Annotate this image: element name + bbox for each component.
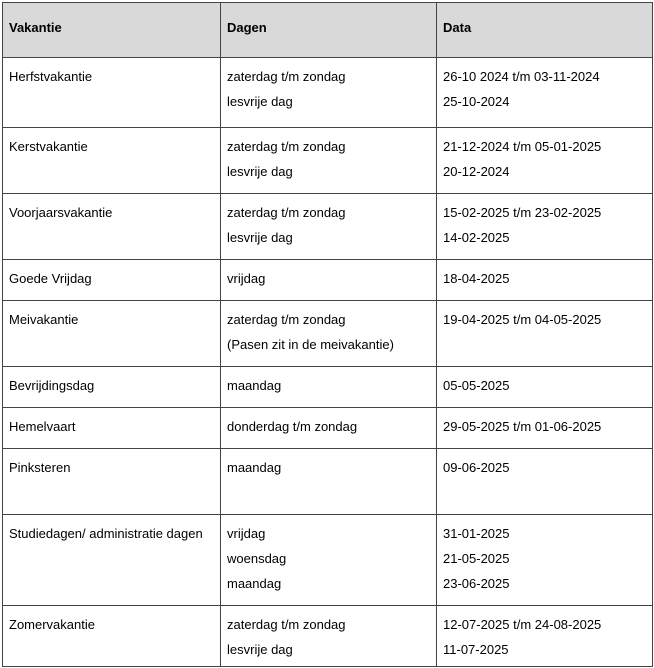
cell-vakantie — [3, 515, 221, 606]
cell-dagen-line: lesvrije dag — [227, 230, 293, 245]
cell-vakantie-line: Pinksteren — [9, 460, 71, 475]
table-row — [3, 408, 653, 449]
cell-dagen — [221, 260, 437, 301]
header-data: Data — [437, 3, 653, 58]
table-row — [3, 367, 653, 408]
cell-dagen-line: (Pasen zit in de meivakantie) — [227, 337, 394, 352]
cell-vakantie — [3, 301, 221, 367]
cell-dagen-line: maandag — [227, 460, 282, 475]
header-dagen: Dagen — [221, 3, 437, 58]
cell-data — [437, 260, 653, 301]
cell-data — [437, 515, 653, 606]
cell-data-line: 19-04-2025 t/m 04-05-2025 — [443, 312, 602, 327]
cell-dagen — [221, 515, 437, 606]
cell-dagen-line: lesvrije dag — [227, 94, 293, 109]
table-row — [3, 128, 653, 194]
cell-dagen-line: zaterdag t/m zondag — [227, 617, 346, 632]
table-row — [3, 194, 653, 260]
cell-vakantie — [3, 367, 221, 408]
cell-dagen-line: woensdag — [227, 551, 287, 566]
cell-data-line: 05-05-2025 — [443, 378, 510, 393]
cell-vakantie-line: Hemelvaart — [9, 419, 76, 434]
cell-dagen — [221, 194, 437, 260]
cell-data — [437, 301, 653, 367]
cell-data-line: 23-06-2025 — [443, 576, 510, 591]
cell-dagen-line: lesvrije dag — [227, 164, 293, 179]
cell-data-line: 15-02-2025 t/m 23-02-2025 — [443, 205, 602, 220]
cell-vakantie-line: Bevrijdingsdag — [9, 378, 95, 393]
cell-dagen-line: donderdag t/m zondag — [227, 419, 358, 434]
table-body — [3, 58, 653, 667]
cell-vakantie — [3, 128, 221, 194]
cell-dagen-line: maandag — [227, 378, 282, 393]
cell-dagen — [221, 128, 437, 194]
cell-dagen-line: vrijdag — [227, 271, 266, 286]
cell-data-line: 12-07-2025 t/m 24-08-2025 — [443, 617, 602, 632]
cell-vakantie-line: Herfstvakantie — [9, 69, 93, 84]
cell-vakantie-line: Meivakantie — [9, 312, 79, 327]
table-row — [3, 515, 653, 606]
cell-dagen-line: zaterdag t/m zondag — [227, 205, 346, 220]
cell-dagen-line: vrijdag — [227, 526, 266, 541]
cell-data — [437, 367, 653, 408]
cell-data — [437, 194, 653, 260]
cell-vakantie — [3, 606, 221, 667]
cell-vakantie-line: Goede Vrijdag — [9, 271, 92, 286]
table-row — [3, 606, 653, 667]
cell-vakantie — [3, 408, 221, 449]
cell-data — [437, 449, 653, 515]
cell-vakantie — [3, 260, 221, 301]
cell-data-line: 29-05-2025 t/m 01-06-2025 — [443, 419, 602, 434]
cell-data — [437, 58, 653, 128]
cell-dagen — [221, 301, 437, 367]
cell-dagen — [221, 449, 437, 515]
cell-data-line: 20-12-2024 — [443, 164, 510, 179]
cell-vakantie-line: Zomervakantie — [9, 617, 95, 632]
cell-dagen — [221, 58, 437, 128]
cell-data-line: 31-01-2025 — [443, 526, 510, 541]
cell-data-line: 14-02-2025 — [443, 230, 510, 245]
cell-data-line: 21-05-2025 — [443, 551, 510, 566]
cell-data-line: 25-10-2024 — [443, 94, 510, 109]
cell-vakantie — [3, 194, 221, 260]
cell-vakantie — [3, 449, 221, 515]
cell-data-line: 21-12-2024 t/m 05-01-2025 — [443, 139, 602, 154]
table-row — [3, 58, 653, 128]
cell-dagen — [221, 606, 437, 667]
cell-data — [437, 128, 653, 194]
cell-data — [437, 606, 653, 667]
header-vakantie: Vakantie — [3, 3, 221, 58]
cell-vakantie-line: Studiedagen/ administratie dagen — [9, 526, 203, 541]
cell-dagen-line: lesvrije dag — [227, 642, 293, 657]
cell-data-line: 09-06-2025 — [443, 460, 510, 475]
cell-data-line: 18-04-2025 — [443, 271, 510, 286]
table-row — [3, 301, 653, 367]
cell-dagen — [221, 367, 437, 408]
cell-data — [437, 408, 653, 449]
cell-data-line: 26-10 2024 t/m 03-11-2024 — [443, 69, 600, 84]
cell-dagen-line: zaterdag t/m zondag — [227, 139, 346, 154]
cell-data-line: 11-07-2025 — [443, 642, 509, 657]
cell-dagen — [221, 408, 437, 449]
cell-vakantie-line: Kerstvakantie — [9, 139, 88, 154]
cell-dagen-line: maandag — [227, 576, 282, 591]
cell-dagen-line: zaterdag t/m zondag — [227, 312, 346, 327]
holiday-table — [2, 2, 653, 667]
table-header-row — [3, 3, 653, 58]
cell-vakantie — [3, 58, 221, 128]
table-row — [3, 449, 653, 515]
table-row — [3, 260, 653, 301]
cell-dagen-line: zaterdag t/m zondag — [227, 69, 346, 84]
cell-vakantie-line: Voorjaarsvakantie — [9, 205, 113, 220]
